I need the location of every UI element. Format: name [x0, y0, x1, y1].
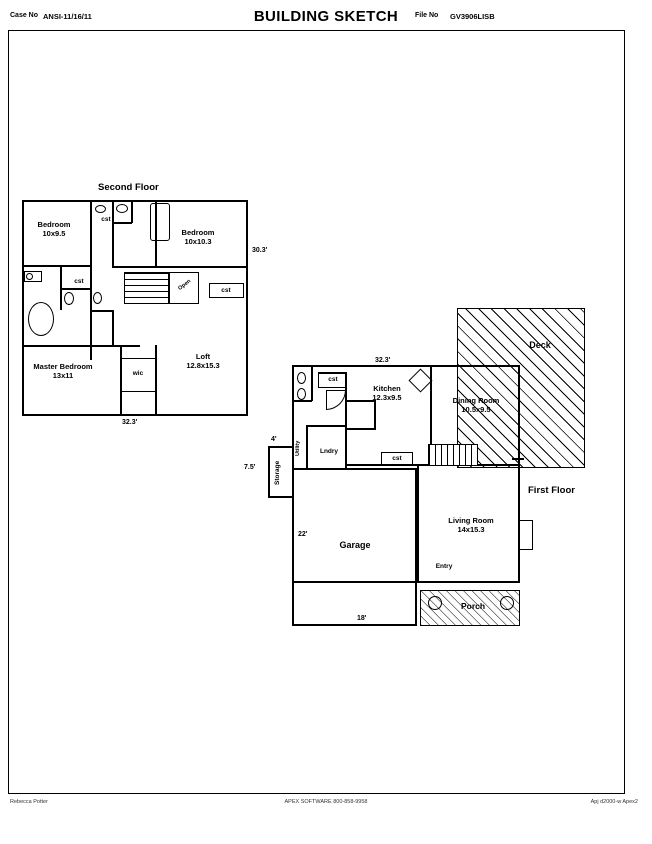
wall-1f-a — [292, 400, 312, 402]
wall-1f-utility — [306, 425, 308, 468]
open-label: Open — [177, 278, 193, 292]
toilet-icon — [116, 204, 128, 213]
entry-label: Entry — [435, 563, 453, 570]
room-label-master-bedroom — [18, 362, 108, 381]
wall-1f-lndry-top — [306, 425, 346, 427]
wall-2f-m — [131, 200, 133, 223]
wall-1f-lndry-right — [345, 400, 347, 468]
closet-label-2: cst — [74, 278, 84, 285]
porch-label: Porch — [460, 601, 486, 611]
porch-post-icon — [428, 596, 442, 610]
room-name: Bedroom — [181, 228, 215, 237]
wall-1f-g — [345, 428, 375, 430]
stairs-first-floor — [428, 444, 478, 466]
room-label-living — [432, 516, 510, 535]
toilet2-icon — [64, 292, 74, 305]
case-value: ANSI-11/16/11 — [43, 12, 92, 21]
header-divider — [8, 30, 625, 31]
storage-label: Storage — [274, 460, 281, 486]
page-footer — [0, 797, 652, 811]
dimension-storage-height: 7.5' — [244, 464, 256, 471]
room-label-dining — [438, 396, 514, 415]
room-size: 10x10.3 — [184, 237, 212, 247]
closet-1f-label-b: cst — [392, 455, 402, 462]
footer-left: Rebecca Potter — [10, 799, 48, 805]
room-size: 14x15.3 — [457, 525, 485, 535]
kitchen-fixture-icon — [297, 388, 306, 400]
footer-divider — [8, 793, 625, 794]
dimension-garage-bottom: 18' — [357, 615, 367, 622]
wall-2f-h — [112, 310, 114, 346]
wall-2f-c — [112, 200, 114, 268]
porch-post2-icon — [500, 596, 514, 610]
wall-2f-e — [22, 345, 140, 347]
dimension-garage-left: 22' — [298, 531, 308, 538]
footer-center: APEX SOFTWARE 800-858-9958 — [284, 799, 368, 805]
dimension-second-floor-bottom: 32.3' — [122, 419, 138, 426]
basin-icon — [26, 273, 33, 280]
deck-label: Deck — [529, 340, 551, 350]
bathtub-icon — [150, 203, 170, 241]
room-label-kitchen — [350, 384, 424, 403]
room-size: 10x9.5 — [42, 229, 66, 239]
room-name: Living Room — [448, 516, 494, 525]
toilet3-icon — [93, 292, 102, 304]
sink-icon — [95, 205, 106, 213]
kitchen-sink-icon — [297, 372, 306, 384]
page-border-left — [8, 30, 9, 793]
room-label-bedroom-2 — [168, 228, 228, 247]
page-title: BUILDING SKETCH — [253, 8, 399, 25]
room-label-loft — [165, 352, 241, 371]
room-name: Loft — [195, 352, 211, 361]
wall-2f-b — [90, 200, 92, 360]
wic-label: wic — [132, 370, 144, 377]
room-name: Bedroom — [37, 220, 71, 229]
wall-2f-a — [22, 265, 92, 267]
laundry-label: Lndry — [319, 448, 339, 455]
wall-1f-b — [311, 365, 313, 401]
wall-2f-i — [91, 310, 113, 312]
closet-1f-label-a: cst — [328, 376, 338, 383]
wall-2f-d — [112, 266, 248, 268]
stairs-second-floor — [124, 272, 169, 304]
room-name: Kitchen — [373, 384, 401, 393]
bay-window — [519, 520, 533, 550]
deck-door — [512, 458, 524, 460]
room-size: 13x11 — [52, 371, 74, 381]
closet-label-3: cst — [221, 287, 231, 294]
dimension-first-floor-top: 32.3' — [375, 357, 391, 364]
case-label: Case No — [10, 12, 39, 19]
second-floor-title: Second Floor — [98, 182, 159, 193]
room-name: Dining Room — [452, 396, 500, 405]
closet-label-1: cst — [101, 216, 111, 223]
utility-label: Utility — [295, 440, 301, 456]
dimension-second-floor-right: 30.3' — [252, 247, 268, 254]
room-size: 12.8x15.3 — [186, 361, 220, 371]
wall-2f-k — [61, 288, 91, 290]
room-label-bedroom-1 — [24, 220, 84, 239]
room-size: 10.5x9.5 — [461, 405, 491, 415]
master-tub-icon — [28, 302, 54, 336]
dimension-storage-width: 4' — [271, 436, 277, 443]
room-size: 12.3x9.5 — [372, 393, 402, 403]
wall-1f-f — [374, 400, 376, 430]
file-label: File No — [415, 12, 439, 19]
garage-label: Garage — [339, 540, 371, 550]
file-value: GV3906LISB — [450, 12, 495, 21]
page-border-right — [624, 30, 625, 793]
room-name: Master Bedroom — [33, 362, 93, 371]
footer-right: Apj d2000-w Apex2 — [590, 799, 638, 805]
first-floor-title: First Floor — [528, 485, 575, 496]
wall-1f-j — [417, 464, 419, 583]
page-header — [0, 8, 652, 30]
